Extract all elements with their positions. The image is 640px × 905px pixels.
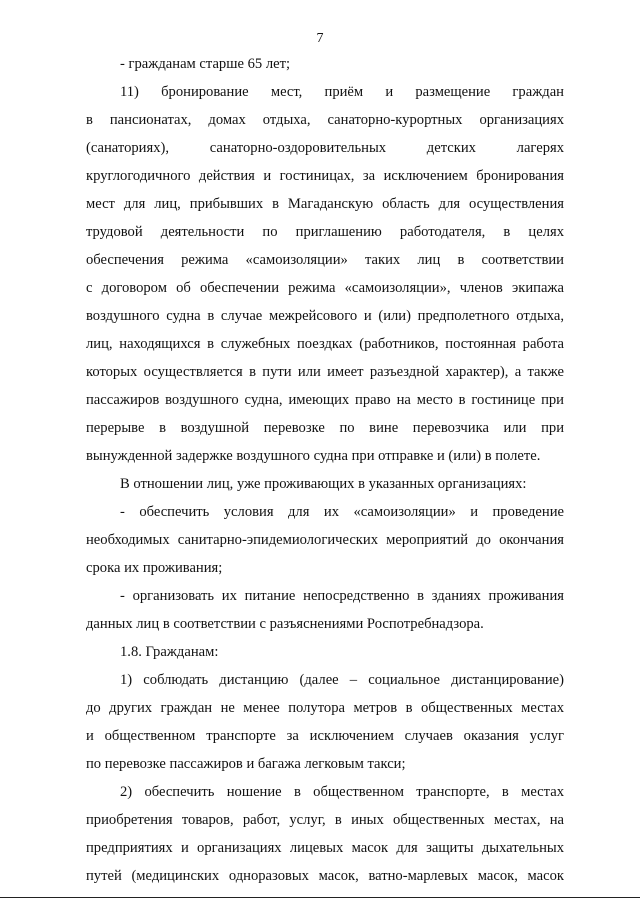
text-line: приобретения товаров, работ, услуг, в иных общественных местах, на [86, 812, 564, 828]
text-line: круглогодичного действия и гостиницах, за исключением бронирования [86, 168, 564, 184]
text-line: перерыве в воздушной перевозке по вине перевозчика или при [86, 420, 564, 436]
paragraph-p3 [86, 470, 564, 498]
text-line: путей (медицинских одноразовых масок, ватно-марлевых масок, масок [86, 868, 564, 884]
text-line: 2) обеспечить ношение в общественном транспорте, в местах [120, 784, 564, 800]
text-line: - организовать их питание непосредственно в зданиях проживания [120, 588, 564, 604]
paragraph-p2 [86, 78, 564, 470]
text-line: В отношении лиц, уже проживающих в указанных организациях: [120, 476, 527, 492]
text-line: 1) соблюдать дистанцию (далее – социальное дистанцирование) [120, 672, 564, 688]
text-line: до других граждан не менее полутора метров в общественных местах [86, 700, 564, 716]
text-line: вынужденной задержке воздушного судна при отправке и (или) в полете. [86, 448, 541, 464]
paragraph-p4 [86, 498, 564, 582]
paragraph-p8 [86, 778, 564, 890]
text-line: пассажиров воздушного судна, имеющих право на место в гостинице при [86, 392, 564, 408]
text-line: предприятиях и организациях лицевых масок для защиты дыхательных [86, 840, 564, 856]
page-number: 7 [316, 31, 324, 46]
text-line: мест для лиц, прибывших в Магаданскую область для осуществления [86, 196, 564, 212]
text-line: в пансионатах, домах отдыха, санаторно-курортных организациях [86, 112, 564, 128]
text-line: - гражданам старше 65 лет; [120, 56, 291, 72]
text-line: лиц, находящихся в служебных поездках (работников, постоянная работа [86, 336, 564, 352]
text-line: - обеспечить условия для их «самоизоляции» и проведение [120, 504, 564, 520]
footer-divider [0, 897, 640, 898]
text-line: 1.8. Гражданам: [120, 644, 219, 660]
text-line: (санаториях), санаторно-оздоровительных детских лагерях [86, 140, 564, 156]
text-line: по перевозке пассажиров и багажа легковым такси; [86, 756, 406, 772]
text-line: трудовой деятельности по приглашению работодателя, в целях [86, 224, 564, 240]
text-line: срока их проживания; [86, 560, 223, 576]
paragraph-p5 [86, 582, 564, 638]
text-line: которых осуществляется в пути или имеет разъездной характер), а также [86, 364, 564, 380]
text-line: данных лиц в соответствии с разъяснениями Роспотребнадзора. [86, 616, 484, 632]
text-line: с договором об обеспечении режима «самоизоляции», членов экипажа [86, 280, 564, 296]
text-line: 11) бронирование мест, приём и размещение граждан [120, 84, 564, 100]
document-body [86, 50, 564, 890]
text-line: необходимых санитарно-эпидемиологических мероприятий до окончания [86, 532, 564, 548]
paragraph-p1 [86, 50, 564, 78]
text-line: воздушного судна в случае межрейсового и (или) предполетного отдыха, [86, 308, 564, 324]
text-line: и общественном транспорте за исключением случаев оказания услуг [86, 728, 564, 744]
paragraph-p7 [86, 666, 564, 778]
paragraph-p6 [86, 638, 564, 666]
text-line: обеспечения режима «самоизоляции» таких лиц в соответствии [86, 252, 564, 268]
